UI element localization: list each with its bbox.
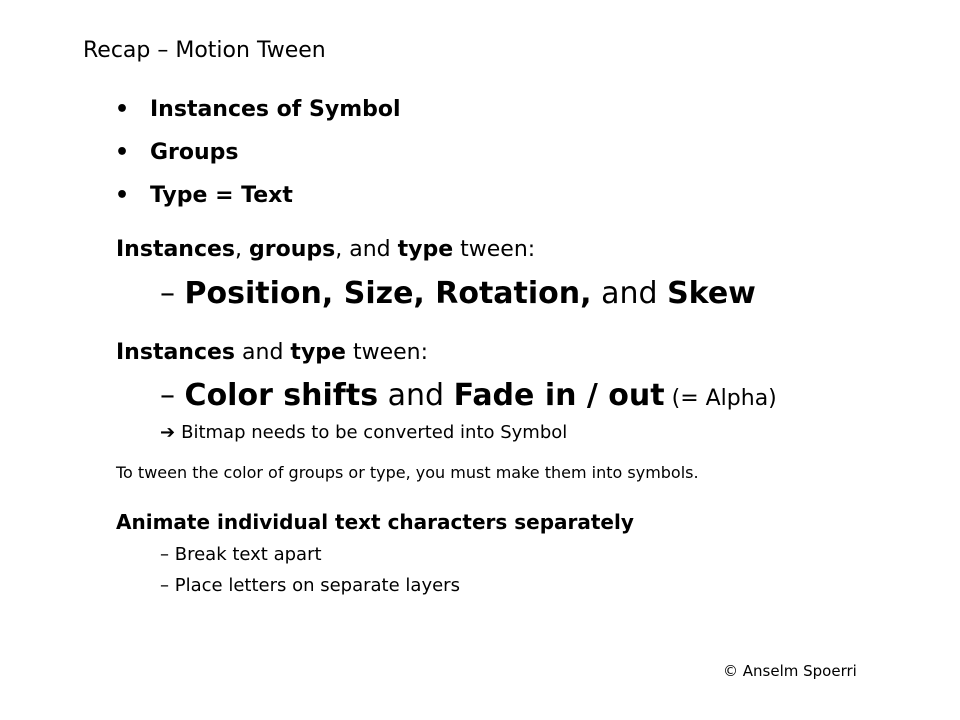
bullet-item-groups bbox=[115, 140, 239, 165]
section2-sub-color-shifts: Color shifts bbox=[184, 378, 379, 413]
section3-item-text: Place letters on separate layers bbox=[174, 575, 460, 596]
section2-subpoint bbox=[160, 378, 777, 413]
section1-heading-groups: groups bbox=[249, 237, 336, 262]
bullet-text: Groups bbox=[150, 140, 239, 165]
section1-heading-type: type bbox=[397, 237, 454, 262]
bullet-dot: • bbox=[115, 97, 130, 122]
bullet-dot: • bbox=[115, 183, 130, 208]
bullet-text: Type = Text bbox=[150, 183, 293, 208]
section2-sub-alpha: (= Alpha) bbox=[664, 386, 777, 411]
section1-sub-skew: Skew bbox=[667, 276, 756, 311]
section2-heading-instances: Instances bbox=[116, 340, 236, 365]
copyright-notice: © Anselm Spoerri bbox=[723, 662, 857, 680]
section3-heading: Animate individual text characters separately bbox=[116, 510, 634, 534]
section1-sub-bold: Position, Size, Rotation, bbox=[184, 276, 592, 311]
section1-heading-tail: tween: bbox=[453, 237, 536, 262]
section1-heading-sep1: , bbox=[235, 237, 250, 262]
section3-item-text: Break text apart bbox=[174, 544, 322, 565]
section2-note bbox=[160, 422, 567, 443]
section1-heading bbox=[116, 237, 535, 262]
tween-note: To tween the color of groups or type, you must make them into symbols. bbox=[116, 463, 699, 482]
section2-note-text: Bitmap needs to be converted into Symbol bbox=[181, 422, 568, 443]
bullet-item-type bbox=[115, 183, 293, 208]
section3-item-break bbox=[160, 544, 322, 565]
section2-sub-and: and bbox=[378, 378, 454, 413]
arrow-right-icon: ➔ bbox=[160, 422, 176, 443]
section1-heading-sep2: , and bbox=[335, 237, 398, 262]
dash: – bbox=[160, 544, 175, 565]
bullet-text: Instances of Symbol bbox=[150, 97, 401, 122]
section2-heading bbox=[116, 340, 428, 365]
bullet-item-instances bbox=[115, 97, 401, 122]
bullet-dot: • bbox=[115, 140, 130, 165]
section1-sub-and: and bbox=[591, 276, 668, 311]
section2-sub-fade: Fade in / out bbox=[453, 378, 665, 413]
slide-title: Recap – Motion Tween bbox=[83, 38, 326, 63]
dash: – bbox=[160, 378, 185, 413]
section2-heading-tail: tween: bbox=[345, 340, 428, 365]
section3-item-place bbox=[160, 575, 460, 596]
section2-heading-and: and bbox=[235, 340, 291, 365]
section2-heading-type: type bbox=[290, 340, 346, 365]
section1-subpoint bbox=[160, 276, 756, 311]
section1-heading-instances: Instances bbox=[116, 237, 236, 262]
dash: – bbox=[160, 276, 185, 311]
dash: – bbox=[160, 575, 175, 596]
